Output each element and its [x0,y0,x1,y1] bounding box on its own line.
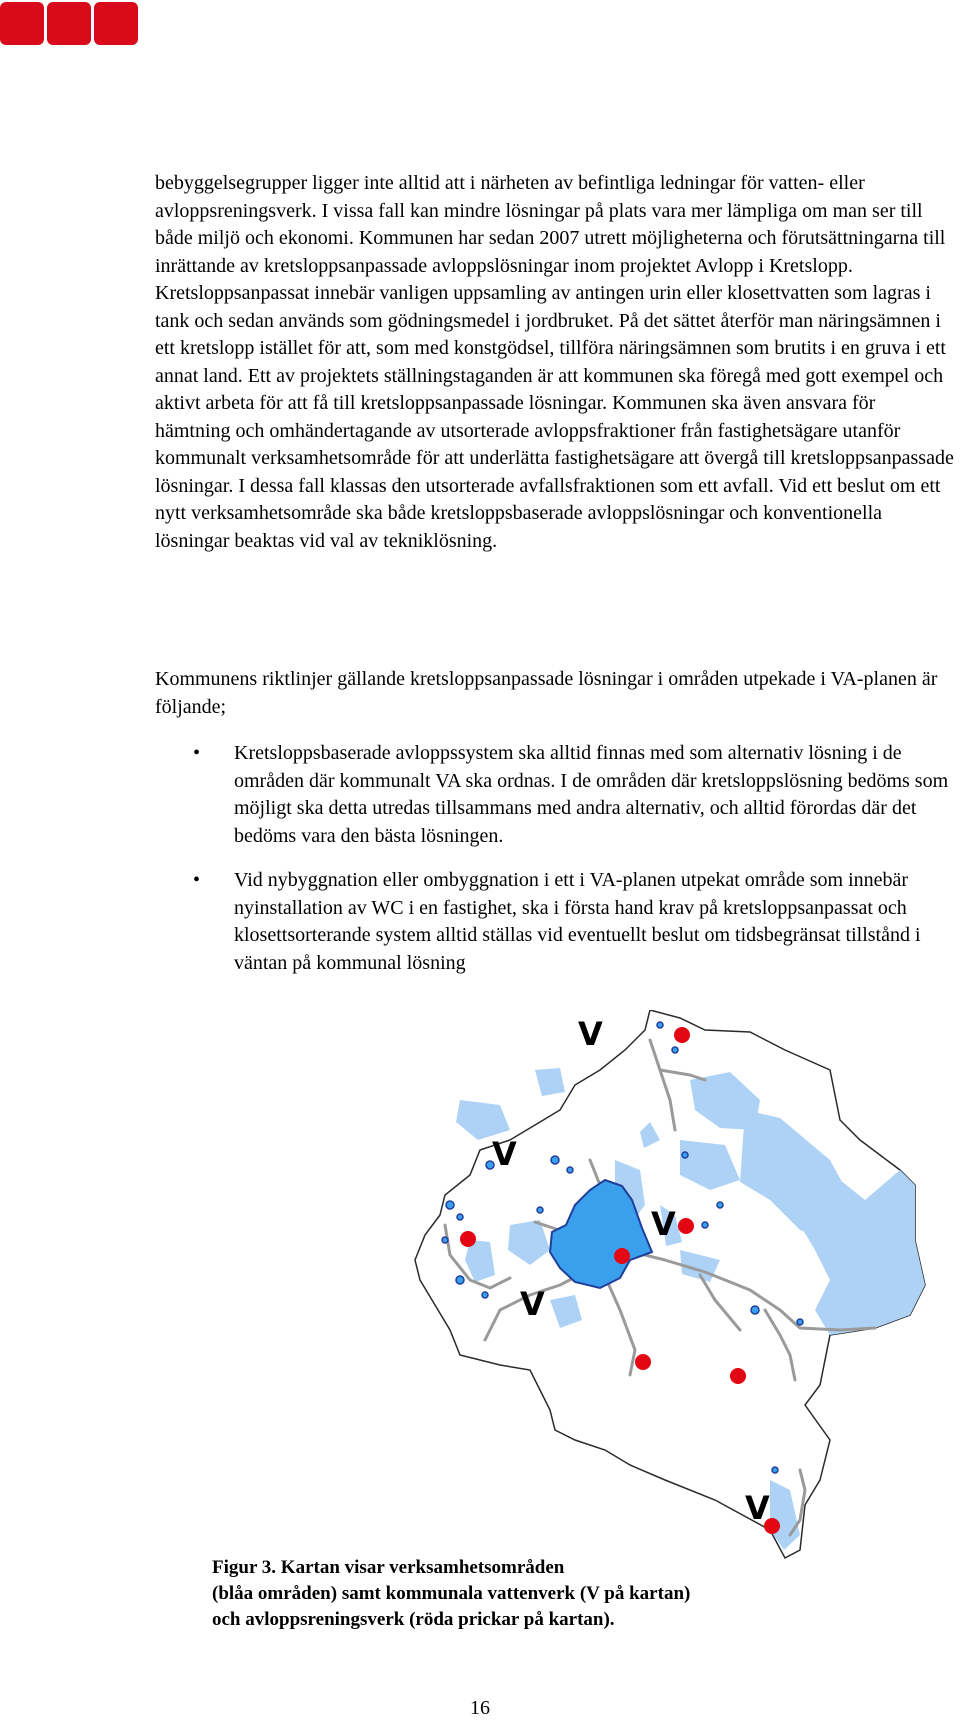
list-item [155,740,955,850]
waterworks-label: V [520,1285,545,1323]
list-item-text: Vid nybyggnation eller ombyggnation i ett i VA-planen utpekat område som innebär nyinstallation av WC i en fastighet, ska i första hand krav på kretsloppsanpassat och klosettsorterande system alltid ställas vid eventuellt beslut om tidsbegränsat tillstånd i väntan på kommunal lösning [234,869,921,974]
municipality-map [360,1010,960,1570]
caption-line: Figur 3. Kartan visar verksamhetsområden [212,1557,565,1578]
intro-paragraph: Kommunens riktlinjer gällande kretsloppsanpassade lösningar i områden utpekade i VA-planen är följande; [155,668,938,718]
list-item-text: Kretsloppsbaserade avloppssystem ska alltid finnas med som alternativ lösning i de områden där kommunalt VA ska ordnas. I de områden där kretsloppslösning bedöms som möjligt ska detta utredas tillsammans med andra alternativ, och alltid förordas där det bedöms vara den bästa lösningen. [234,742,949,847]
waterworks-label: V [745,1489,770,1527]
logo-square [47,2,91,45]
caption-line: och avloppsreningsverk (röda prickar på kartan). [212,1609,615,1630]
logo-square [94,2,138,45]
waterworks-label: V [492,1135,517,1173]
logo [0,2,138,45]
lake-area [535,1068,565,1096]
caption-line: (blåa områden) samt kommunala vattenverk (V på kartan) [212,1583,691,1604]
waterworks-label: V [578,1015,603,1053]
body-paragraph: bebyggelsegrupper ligger inte alltid att i närheten av befintliga ledningar för vatten- eller avloppsreningsverk. I vissa fall kan mindre lösningar på plats vara mer lämpliga om man ser till både miljö och ekonomi. Kommunen har sedan 2007 utrett möjligheterna och förutsättningarna till inrättande av kretsloppsanpassade avloppslösningar inom projektet Avlopp i Kretslopp. Kretsloppsanpassat innebär vanligen uppsamling av antingen urin eller klosettvatten som lagras i tank och sedan används som gödningsmedel i jordbruket. På det sättet återför man näringsämnen i ett kretslopp istället för att, som med konstgödsel, tillföra näringsämnen som brutits i en gruva i ett annat land. Ett av projektets ställningstaganden är att kommunen ska föregå med gott exempel och aktivt arbeta för att få till kretsloppsanpassade lösningar. Kommunen ska även ansvara för hämtning och omhändertagande av utsorterade avloppsfraktioner från fastighetsägare utanför kommunalt verksamhetsområde för att underlätta fastighetsägare att övergå till kretsloppsanpassade lösningar. I dessa fall klassas den utsorterade avfallsfraktionen som ett avfall. Vid ett beslut om ett nytt verksamhetsområde ska både kretsloppsbaserade avloppslösningar och konventionella lösningar beaktas vid val av tekniklösning. [155,172,954,552]
logo-square [0,2,44,45]
guideline-list [155,740,955,994]
figure-caption [212,1555,772,1633]
list-item [155,867,955,977]
bullet-icon: • [193,869,201,891]
bullet-icon: • [193,742,201,764]
waterworks-label: V [651,1205,676,1243]
lake-area [456,1100,510,1140]
page-number: 16 [470,1697,490,1719]
